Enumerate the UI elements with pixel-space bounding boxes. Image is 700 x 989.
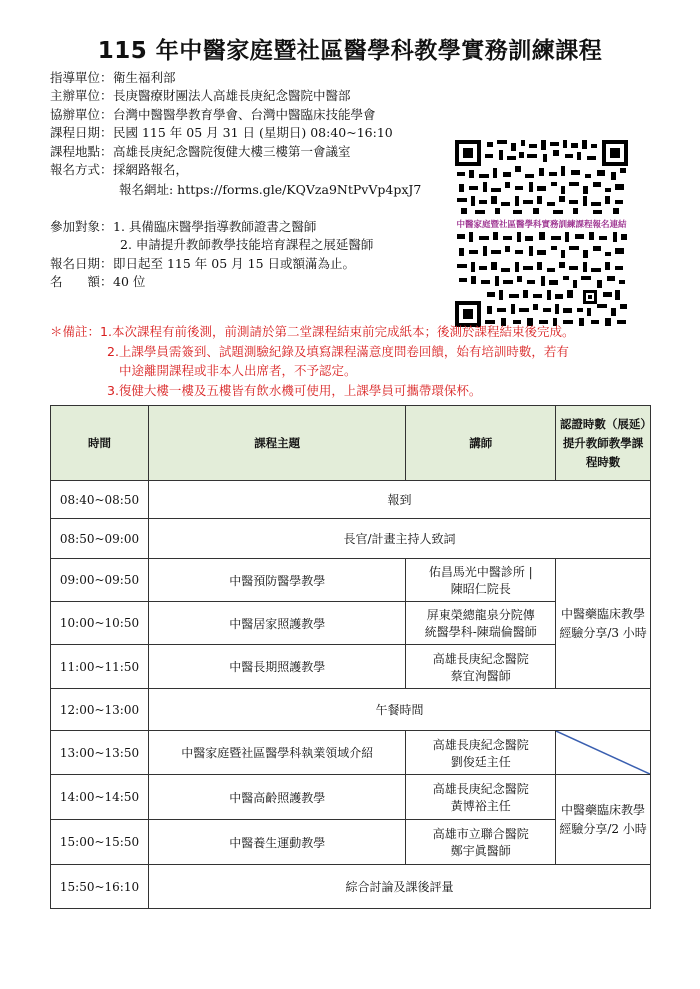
- topic-cell: 中醫高齡照護教學: [148, 775, 405, 820]
- speaker-cell: [406, 775, 556, 820]
- table-header: [51, 406, 651, 481]
- speaker-cell: [406, 602, 556, 645]
- info-date: [50, 124, 450, 142]
- col-speaker: 講師: [406, 406, 556, 481]
- note-2: 2.上課學員需簽到、試題測驗紀錄及填寫課程滿意度問卷回饋，始有培訓時數，若有: [107, 343, 569, 359]
- value: 40 位: [113, 274, 146, 290]
- topic-cell: 中醫長期照護教學: [148, 645, 405, 689]
- col-cert: 認證時數（展延）提升教師教學課程時數: [556, 406, 651, 481]
- qr-code-top-icon: [455, 140, 628, 216]
- topic-cell: 中醫家庭暨社區醫學科執業領域介紹: [148, 731, 405, 775]
- page-title: 115 年中醫家庭暨社區醫學科教學實務訓練課程: [97, 38, 603, 64]
- speaker-line: 高雄長庚紀念醫院: [432, 651, 529, 666]
- empty-cert-cell: [556, 731, 651, 775]
- table-row: [51, 689, 651, 731]
- time-cell: 08:50~09:00: [51, 519, 149, 559]
- time-cell: 11:00~11:50: [51, 645, 149, 689]
- diagonal-line-icon: [556, 731, 650, 774]
- schedule-table: [50, 405, 651, 909]
- speaker-line: 高雄市立聯合醫院: [432, 827, 529, 841]
- speaker-line: 陳昭仁院長: [450, 582, 511, 596]
- topic-cell: 報到: [148, 481, 650, 519]
- speaker-line: 鄭宇眞醫師: [450, 844, 511, 858]
- course-info: [50, 69, 450, 291]
- speaker-line: 高雄長庚紀念醫院: [432, 737, 529, 752]
- table-row: [51, 481, 651, 519]
- label: 協辦單位：: [50, 106, 113, 122]
- value: 長庚醫療財團法人高雄長庚紀念醫院中醫部: [113, 88, 351, 104]
- col-time: 時間: [51, 406, 149, 481]
- table-row: [51, 731, 651, 775]
- speaker-line: 黃博裕主任: [450, 799, 511, 813]
- qr-caption: 中醫家庭暨社區醫學科實務訓練課程報名連結: [456, 220, 627, 230]
- speaker-line: 蔡宜洵醫師: [450, 668, 511, 683]
- time-cell: 15:00~15:50: [51, 820, 149, 865]
- cert-cell: 中醫藥臨床教學經驗分享/3 小時: [556, 559, 651, 689]
- speaker-line: 屏東榮總龍泉分院傳: [426, 608, 535, 622]
- time-cell: 10:00~10:50: [51, 602, 149, 645]
- value: 高雄長庚紀念醫院復健大樓三樓第一會議室: [113, 143, 351, 159]
- speaker-cell: [406, 820, 556, 865]
- value: 採網路報名，: [113, 162, 189, 178]
- topic-cell: 午餐時間: [148, 689, 650, 731]
- table-row: [51, 519, 651, 559]
- registration-url[interactable]: 報名網址: https://forms.gle/KQVza9NtPvVp4pxJ7: [119, 182, 422, 198]
- topic-cell: 中醫養生運動教學: [148, 820, 405, 865]
- time-cell: 14:00~14:50: [51, 775, 149, 820]
- table-row: [51, 775, 651, 820]
- col-topic: 課程主題: [148, 406, 405, 481]
- label: 報名方式：: [50, 162, 113, 178]
- info-quota: [50, 273, 450, 291]
- info-organizer: [50, 87, 450, 105]
- speaker-line: 高雄長庚紀念醫院: [432, 782, 529, 796]
- info-deadline: [50, 255, 450, 273]
- value: 台灣中醫醫學教育學會、台灣中醫臨床技能學會: [113, 106, 376, 122]
- time-cell: 15:50~16:10: [51, 865, 149, 909]
- label: 主辦單位：: [50, 88, 113, 104]
- info-supervisor: [50, 69, 450, 87]
- topic-cell: 中醫居家照護教學: [148, 602, 405, 645]
- note-2-cont: 中途離開課程或非本人出席者，不予認定。: [119, 363, 357, 378]
- info-audience-2: 2. 申請提升教師教學技能培育課程之展延醫師: [120, 237, 374, 253]
- cert-cell: 中醫藥臨床教學經驗分享/2 小時: [556, 775, 651, 865]
- topic-cell: 長官/計畫主持人致詞: [148, 519, 650, 559]
- value: 衛生福利部: [113, 70, 176, 85]
- label: 參加對象：: [50, 218, 113, 234]
- notes: [50, 322, 670, 400]
- table-row: [51, 865, 651, 909]
- info-audience: [50, 218, 450, 236]
- value: 1. 具備臨床醫學指導教師證書之醫師: [113, 218, 317, 234]
- info-co-organizer: [50, 106, 450, 124]
- qr-code-bottom-icon: [455, 232, 628, 327]
- label: 課程地點：: [50, 143, 113, 159]
- speaker-line: 佑昌馬光中醫診所 |: [428, 565, 533, 579]
- topic-cell: 中醫預防醫學教學: [148, 559, 405, 602]
- label: 名 額：: [50, 274, 113, 290]
- note-text: 1.本次課程有前後測，前測請於第二堂課程結束前完成紙本；後測於課程結束後完成。: [100, 324, 575, 339]
- time-cell: 12:00~13:00: [51, 689, 149, 731]
- time-cell: 09:00~09:50: [51, 559, 149, 602]
- note-3: 3.復健大樓一樓及五樓皆有飲水機可使用，上課學員可攜帶環保杯。: [107, 382, 482, 398]
- time-cell: 08:40~08:50: [51, 481, 149, 519]
- speaker-cell: [406, 645, 556, 689]
- time-cell: 13:00~13:50: [51, 731, 149, 775]
- topic-cell: 綜合討論及課後評量: [148, 865, 650, 909]
- speaker-cell: [406, 731, 556, 775]
- note-prefix: ＊備註：: [50, 324, 101, 339]
- speaker-line: 統醫學科-陳瑞倫醫師: [424, 625, 537, 639]
- info-venue: [50, 143, 450, 161]
- value: 民國 115 年 05 月 31 日 (星期日) 08:40~16:10: [113, 125, 393, 141]
- label: 課程日期：: [50, 125, 113, 141]
- speaker-cell: [406, 559, 556, 602]
- label: 指導單位：: [50, 70, 113, 85]
- info-registration: [50, 161, 450, 179]
- note-1: [50, 322, 670, 342]
- speaker-line: 劉俊廷主任: [450, 754, 511, 769]
- label: 報名日期：: [50, 255, 113, 271]
- value: 即日起至 115 年 05 月 15 日或額滿為止。: [113, 255, 356, 271]
- table-row: [51, 559, 651, 602]
- qr-code[interactable]: [455, 140, 628, 327]
